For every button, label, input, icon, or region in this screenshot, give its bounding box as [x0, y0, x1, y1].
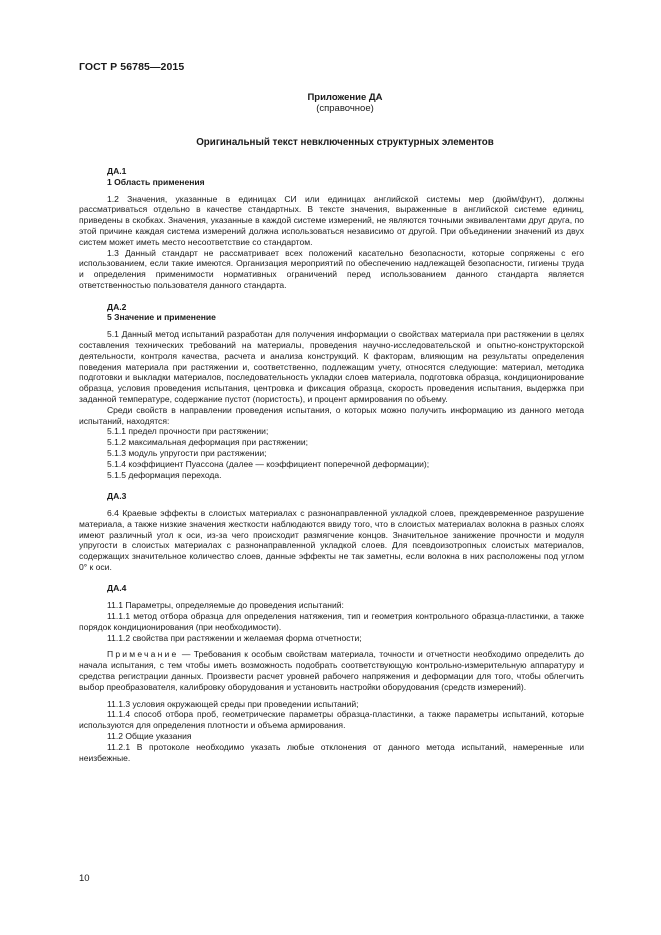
paragraph: 11.1.4 способ отбора проб, геометрические параметры образца-пластинки, а также параметры испытаний, которые используются для определения плотности и объема армирования. — [79, 709, 584, 731]
section-da3-id: ДА.3 — [107, 491, 127, 502]
paragraph: 11.2.1 В протоколе необходимо указать любые отклонения от данного метода испытаний, намеренные или неизбежные. — [79, 741, 584, 763]
paragraph: 11.1.1 метод отбора образца для определения натяжения, тип и геометрия контрольного образца-пластинки, а также порядок кондиционирования (при необходимости). — [79, 611, 584, 632]
appendix-title: Приложение ДА — [307, 92, 383, 103]
section-da1-id: ДА.1 — [107, 166, 127, 176]
main-title: Оригинальный текст невключенных структурных элементов — [196, 137, 494, 148]
paragraph: 11.1.2 свойства при растяжении и желаемая форма отчетности; — [107, 632, 362, 643]
paragraph: 11.1 Параметры, определяемые до проведения испытаний: — [107, 600, 344, 611]
page-number: 10 — [79, 873, 90, 884]
section-da1-heading: 1 Область применения — [107, 176, 205, 187]
note-paragraph — [79, 649, 584, 692]
section-da2-heading: 5 Значение и применение — [107, 312, 216, 323]
appendix-heading — [250, 92, 440, 114]
list-item: 5.1.2 максимальная деформация при растяжении; — [107, 437, 308, 448]
paragraph: 6.4 Краевые эффекты в слоистых материалах с разнонаправленной укладкой слоев, преждевременное разрушение материала, а также низкие значения жесткости наблюдаются ввиду того, что в слоистых материалах волокна в разных слоях имеют различный угол к оси, из-за чего происходит размягчение концов. Значительное занижение прочности и модуля упругости в слоистых материалах с разнонаправленной укладкой слоев. Для псевдоизотропных слоистых материалов, содержащих значительное количество слоев, данные эффекты не так заметны, если волокна в них расположены под углом 0° к оси. — [79, 507, 584, 572]
paragraph: 5.1 Данный метод испытаний разработан для получения информации о свойствах материала при растяжении в целях составления технических требований на материалы, проведения научно-исследовательской и опытно-конструкторской деятельности, контроля качества, расчета и анализа конструкций. К факторам, влияющим на результаты определения поведения материала при растяжении и, соответственно, подлежащим учету, относятся следующие: материал, методика подготовки и выкладки материалов, последовательность укладки слоев материала, подготовка образца, кондиционирование образца, условия проведения испытания, центровка и фиксация образца, скорость проведения испытания, выдержка при заданной температуре, содержание пустот (пористость), и процент армирования по объему. — [79, 329, 584, 404]
list-item: 5.1.1 предел прочности при растяжении; — [107, 426, 269, 437]
list-item: 5.1.5 деформация перехода. — [107, 469, 222, 480]
standard-header: ГОСТ Р 56785—2015 — [79, 61, 185, 73]
paragraph: 11.1.3 условия окружающей среды при проведении испытаний; — [107, 698, 359, 709]
appendix-subtitle: (справочное) — [316, 103, 374, 114]
section-da2-id: ДА.2 — [107, 301, 127, 312]
list-item: 5.1.4 коэффициент Пуассона (далее — коэффициент поперечной деформации); — [107, 458, 430, 469]
note-text: — Требования к особым свойствам материала, точности и отчетности необходимо определить до начала испытания, с тем чтобы иметь возможность подобрать соответствующую контрольно-измерительную аппаратуру и средства регистрации данных. Произвести расчет уровней рабочего напряжения и деформации для того, чтобы облегчить выбор преобразователя, калибровку оборудования и установить настройки оборудования (средств измерений). — [79, 649, 584, 692]
document-body — [79, 166, 584, 763]
paragraph: 1.3 Данный стандарт не рассматривает всех положений касательно безопасности, которые сопряжены с его использованием, если такие имеются. Организация мероприятий по обеспечению надлежащей безопасности, гигиены труда и определения применимости нормативных ограничений перед использованием данного стандарта является ответственностью пользователя данного стандарта. — [79, 247, 584, 290]
paragraph: 1.2 Значения, указанные в единицах СИ или единицах английской системы мер (дюйм/фунт), должны рассматриваться отдельно в качестве стандартных. В тексте значения, выраженные в английской системе единиц, приведены в скобках. Значения, указанные в каждой системе измерений, не являются точными эквивалентами друг друга, по этой причине каждая система измерений должна использоваться независимо от другой. При объединении значений из двух систем может иметь место несоответствие со стандартом. — [79, 193, 584, 247]
section-da4-id: ДА.4 — [107, 583, 127, 594]
paragraph: Среди свойств в направлении проведения испытания, о которых можно получить информацию из данного метода испытаний, находятся: — [79, 404, 584, 426]
note-label: Примечание — [107, 649, 179, 660]
paragraph: 11.2 Общие указания — [107, 731, 192, 742]
list-item: 5.1.3 модуль упругости при растяжении; — [107, 447, 267, 458]
